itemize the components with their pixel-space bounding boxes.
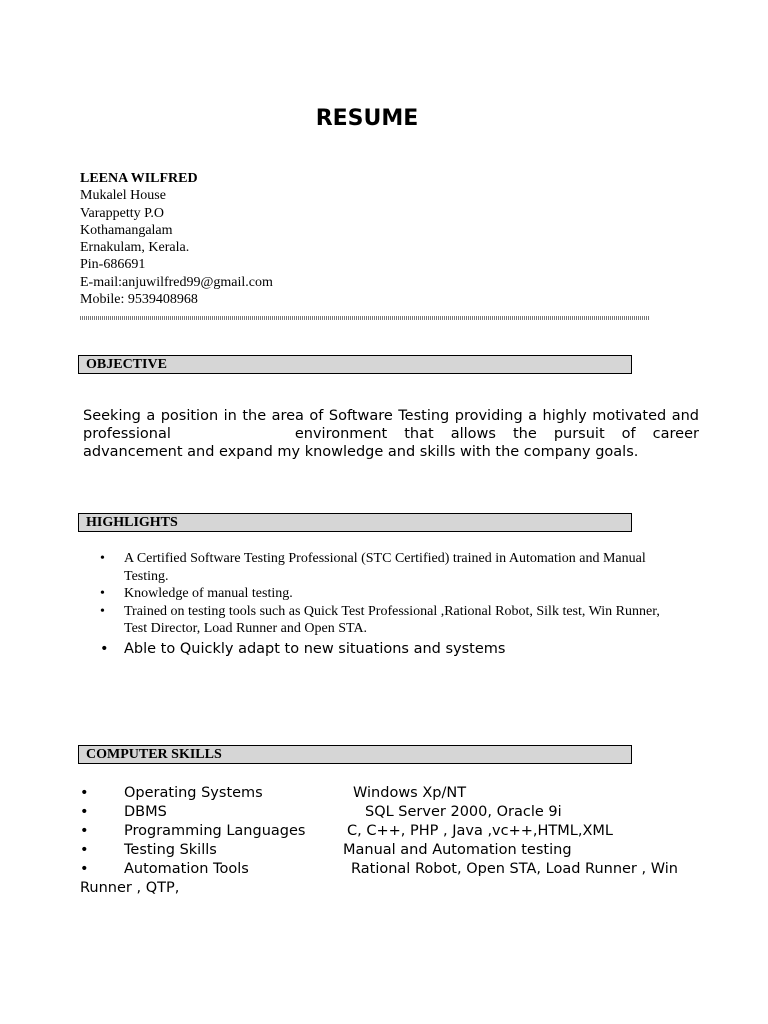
pin-code: Pin-686691 [80, 257, 146, 273]
email: E-mail:anjuwilfred99@gmail.com [80, 274, 273, 290]
skill-value: SQL Server 2000, Oracle 9i [365, 804, 562, 820]
skill-row [80, 803, 710, 822]
candidate-name: LEENA WILFRED [80, 171, 198, 186]
list-item [100, 603, 660, 638]
mobile: Mobile: 9539408968 [80, 292, 198, 308]
bullet-icon: • [80, 842, 89, 858]
skill-key: Operating Systems [124, 785, 263, 801]
objective-text [83, 407, 699, 461]
skill-value: C, C++, PHP , Java ,vc++,HTML,XML [347, 823, 613, 839]
highlight-text: Able to Quickly adapt to new situations and systems [124, 640, 506, 657]
bullet-icon: • [80, 823, 89, 839]
highlights-list [100, 550, 660, 658]
highlights-heading: HIGHLIGHTS [78, 513, 632, 532]
address-line: Varappetty P.O [80, 205, 164, 221]
highlight-text: Knowledge of manual testing. [124, 586, 293, 601]
skill-value: Manual and Automation testing [343, 842, 572, 858]
address-line: Ernakulam, Kerala. [80, 240, 190, 256]
contact-block [80, 170, 273, 308]
skill-row [80, 784, 710, 803]
bullet-icon: • [80, 804, 89, 820]
address-line: Mukalel House [80, 188, 166, 204]
list-item [100, 585, 660, 603]
skill-row [80, 841, 710, 860]
skill-row [80, 822, 710, 841]
bullet-icon: • [100, 586, 105, 601]
resume-title: RESUME [315, 106, 419, 131]
skill-value: Rational Robot, Open STA, Load Runner , Win [351, 861, 678, 877]
skill-key: Testing Skills [124, 842, 217, 858]
list-item [100, 640, 660, 658]
list-item [100, 550, 660, 585]
bullet-icon: • [100, 640, 109, 657]
highlight-text: A Certified Software Testing Professional (STC Certified) trained in Automation and Manual Testing. [124, 551, 646, 584]
bullet-icon: • [100, 603, 105, 619]
address-line: Kothamangalam [80, 222, 173, 238]
skill-key: Automation Tools [124, 861, 249, 877]
skill-continuation: Runner , QTP, [80, 880, 180, 896]
bullet-icon: • [80, 861, 89, 877]
skill-key: Programming Languages [124, 823, 306, 839]
objective-text-part1: Seeking a position in the area of Software Testing providing a highly motivated and professional [83, 408, 699, 442]
separator-rule [80, 316, 649, 320]
highlight-text: Trained on testing tools such as Quick Test Professional ,Rational Robot, Silk test, Win Runner, Test Director, Load Runner and Open STA. [124, 603, 660, 636]
computer-skills-heading: COMPUTER SKILLS [78, 745, 632, 764]
bullet-icon: • [80, 785, 89, 801]
skill-value: Windows Xp/NT [353, 785, 467, 801]
skill-row [80, 860, 710, 879]
objective-heading: OBJECTIVE [78, 355, 632, 374]
skills-list [80, 784, 710, 898]
objective-text-part2: environment that allows the pursuit of career advancement and expand my knowledge and skills with the company goals. [83, 426, 699, 460]
bullet-icon: • [100, 551, 105, 566]
skill-key: DBMS [124, 804, 167, 820]
